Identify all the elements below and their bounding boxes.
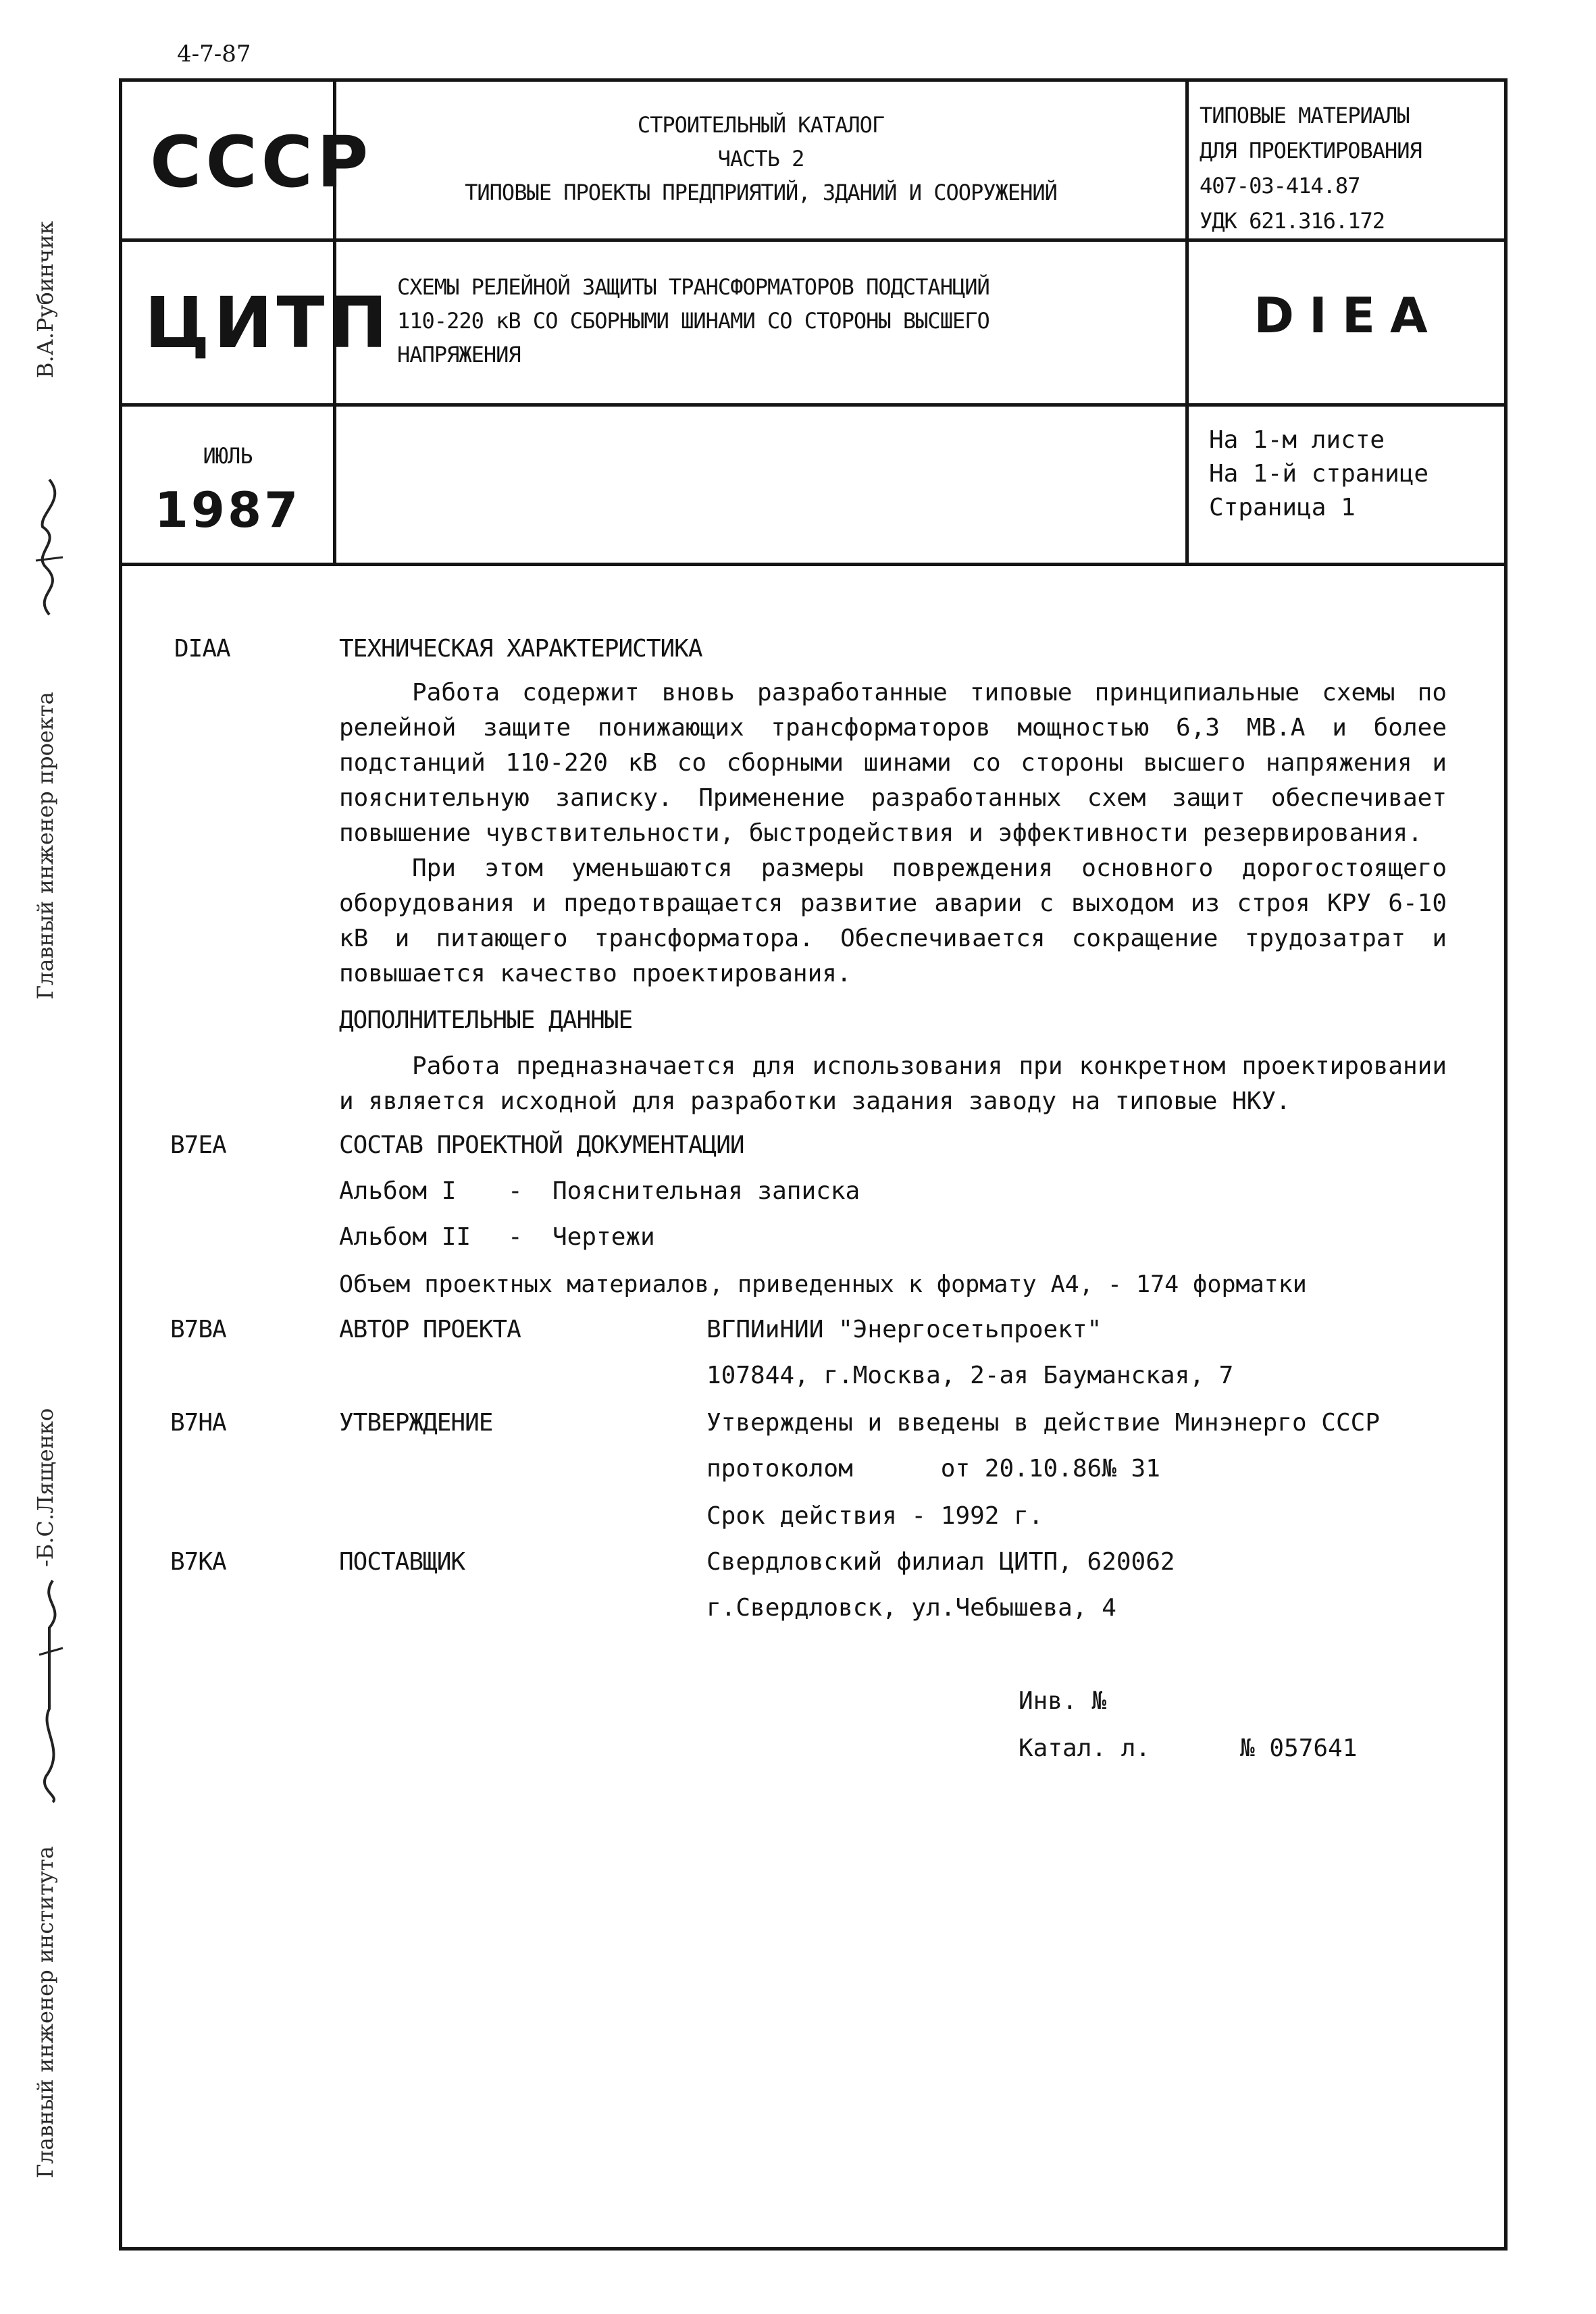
approve-value-1: Утверждены и введены в действие Минэнерго СССР <box>706 1409 1380 1437</box>
author-value-2: 107844, г.Москва, 2-ая Бауманская, 7 <box>706 1362 1234 1389</box>
project-title <box>397 270 1181 371</box>
project-engineer-signature <box>26 459 73 621</box>
supplier-value-1: Свердловский филиал ЦИТП, 620062 <box>706 1548 1175 1576</box>
catalog-line-1: СТРОИТЕЛЬНЫЙ КАТАЛОГ <box>637 112 885 138</box>
chief-engineer-institute-name: -Б.С.Лященко <box>32 1408 58 1567</box>
extra-paragraph: Работа предназначается для использования при конкретном проектировании и является исходной для разработки задания заводу на типовые НКУ. <box>339 1052 1447 1115</box>
tech-title: ТЕХНИЧЕСКАЯ ХАРАКТЕРИСТИКА <box>339 635 702 663</box>
chief-engineer-project-label: Главный инженер проекта <box>32 692 58 1000</box>
release-month: ИЮЛЬ <box>203 443 253 469</box>
approve-label: УТВЕРЖДЕНИЕ <box>339 1409 493 1437</box>
sheet-info <box>1209 423 1506 525</box>
catalog-sheet-number: № 057641 <box>1240 1734 1358 1762</box>
author-value-1: ВГПИиНИИ "Энергосетьпроект" <box>706 1316 1102 1343</box>
inventory-label: Инв. № <box>1019 1687 1107 1715</box>
supplier-label: ПОСТАВЩИК <box>339 1548 465 1576</box>
tech-paragraph-2: При этом уменьшаются размеры повреждения основного дорогостоящего оборудования и предотвращается развитие аварии с выходом из строя КРУ 6-10 кВ и питающего трансформатора. Обеспечивается сокращение трудозатрат и повышается качество проектирования. <box>339 854 1447 987</box>
header-divider-2 <box>119 403 1508 407</box>
header-divider-3 <box>119 563 1508 566</box>
catalog-line-3: ТИПОВЫЕ ПРОЕКТЫ ПРЕДПРИЯТИЙ, ЗДАНИЙ И СООРУЖЕНИЙ <box>465 180 1057 205</box>
tech-code: DIAA <box>174 635 230 663</box>
approve-code: B7HA <box>170 1409 226 1437</box>
supplier-value-2: г.Свердловск, ул.Чебышева, 4 <box>706 1594 1116 1622</box>
docs-title: СОСТАВ ПРОЕКТНОЙ ДОКУМЕНТАЦИИ <box>339 1131 744 1159</box>
document-code: 4-7-87 <box>177 41 251 68</box>
sheet-line-2: На 1-й странице <box>1209 460 1429 488</box>
org-label: ЦИТП <box>145 282 392 364</box>
volume-line: Объем проектных материалов, приведенных к формату А4, - 174 форматки <box>339 1271 1307 1298</box>
title-line-1: СХЕМЫ РЕЛЕЙНОЙ ЗАЩИТЫ ТРАНСФОРМАТОРОВ ПОДСТАНЦИЙ <box>397 274 989 300</box>
title-line-3: НАПРЯЖЕНИЯ <box>397 342 521 367</box>
author-label: АВТОР ПРОЕКТА <box>339 1316 521 1343</box>
chief-engineer-project-name: В.А.Рубинчик <box>32 221 58 378</box>
approve-value-3: Срок действия - 1992 г. <box>706 1502 1044 1530</box>
author-code: B7BA <box>170 1316 226 1343</box>
tech-paragraph-1: Работа содержит вновь разработанные типовые принципиальные схемы по релейной защите понижающих трансформаторов мощностью 6,3 МВ.А и более подстанций 110-220 кВ со сборными шинами со стороны высшего напряжения и пояснительную записку. Применение разработанных схем защит обеспечивает повышение чувствительности, быстродействия и эффективности резервирования. <box>339 679 1447 847</box>
materials-line-2: ДЛЯ ПРОЕКТИРОВАНИЯ <box>1200 138 1422 163</box>
supplier-code: B7KA <box>170 1548 226 1576</box>
institute-engineer-signature <box>26 1574 73 1803</box>
materials-block <box>1200 98 1503 238</box>
sheet-line-1: На 1-м листе <box>1209 426 1385 454</box>
album2-desc: Чертежи <box>552 1223 655 1251</box>
docs-code: B7EA <box>170 1131 226 1159</box>
extra-title: ДОПОЛНИТЕЛЬНЫЕ ДАННЫЕ <box>339 1006 633 1034</box>
catalog-title <box>336 108 1185 209</box>
materials-line-3: 407-03-414.87 <box>1200 173 1360 199</box>
catalog-sheet-label: Катал. л. <box>1019 1734 1151 1762</box>
album1-desc: Пояснительная записка <box>552 1177 860 1205</box>
catalog-line-2: ЧАСТЬ 2 <box>717 146 804 172</box>
chief-engineer-institute-label: Главный инженер института <box>32 1846 58 2178</box>
album2-dash: - <box>508 1223 523 1251</box>
title-line-2: 110-220 кВ СО СБОРНЫМИ ШИНАМИ СО СТОРОНЫ ВЫСШЕГО <box>397 308 989 334</box>
materials-line-1: ТИПОВЫЕ МАТЕРИАЛЫ <box>1200 103 1410 128</box>
album1-dash: - <box>508 1177 523 1205</box>
materials-line-4: УДК 621.316.172 <box>1200 208 1385 234</box>
album2-name: Альбом II <box>339 1223 471 1251</box>
classification-code: DIEA <box>1254 287 1443 344</box>
country-label: СССР <box>150 121 373 203</box>
release-year: 1987 <box>154 482 301 538</box>
approve-value-2: протоколом от 20.10.86№ 31 <box>706 1455 1160 1483</box>
sheet-line-3: Страница 1 <box>1209 494 1356 521</box>
album1-name: Альбом I <box>339 1177 457 1205</box>
header-divider-1 <box>119 238 1508 242</box>
